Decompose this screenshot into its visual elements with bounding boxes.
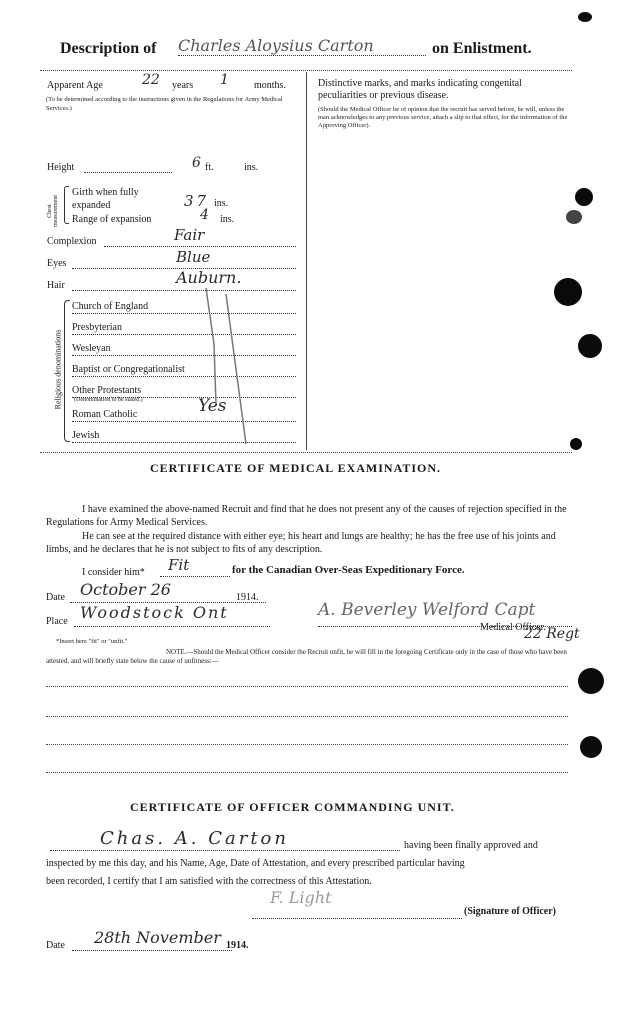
girth-value: 37: [184, 192, 210, 210]
date-label: Date: [46, 592, 65, 603]
unfit-note: NOTE.—Should the Medical Officer consider the Recruit unfit, he will fill in the foregoing Certificate only in the case of those who have been attested, and will briefly state below the cause of unfitness:—: [46, 648, 567, 665]
recruit-name: Charles Aloysius Carton: [178, 36, 426, 56]
age-years: 22: [142, 72, 160, 88]
years-label: years: [172, 80, 194, 91]
medical-para-2: He can see at the required distance with either eye; his heart and lungs are healthy; he has the free use of his joints and limbs, and he declares that he is not subject to fits of any description.: [46, 531, 556, 555]
medical-officer-label: Medical Officer.: [480, 622, 546, 633]
officer-date-value: 28th November: [94, 928, 221, 947]
hair-label: Hair: [47, 280, 65, 291]
girth-label: Girth when fully expanded: [72, 187, 139, 211]
unfit-line-4: [46, 772, 568, 773]
title-prefix: Description of: [60, 40, 157, 57]
rc-value: Yes: [198, 396, 227, 416]
officer-line-3: been recorded, I certify that I am satisfied with the correctness of this Attestation.: [46, 876, 372, 887]
place-line: [74, 626, 270, 627]
eyes-label: Eyes: [47, 258, 67, 269]
date-value: October 26: [80, 580, 171, 599]
religion-item: Church of England: [72, 301, 149, 312]
date-year: 1914.: [236, 592, 259, 603]
medical-title: CERTIFICATE OF MEDICAL EXAMINATION.: [150, 461, 442, 475]
top-rule: [40, 70, 572, 71]
title-suffix: on Enlistment.: [432, 40, 532, 57]
punch-hole-4: [578, 334, 602, 358]
unfit-line-2: [46, 716, 568, 717]
complexion-label: Complexion: [47, 236, 97, 247]
officer-recruit-name: Chas. A. Carton: [100, 828, 289, 849]
insert-note: *Insert here "fit" or "unfit.": [56, 638, 128, 645]
age-label: Apparent Age: [47, 80, 103, 91]
pen-mark: [186, 284, 266, 454]
officer-signature-line: [252, 918, 462, 919]
age-months: 1: [220, 72, 229, 88]
ft-label: ft.: [205, 162, 214, 173]
eyes-value: Blue: [176, 248, 211, 266]
chest-label: Chest measurement: [47, 195, 59, 227]
chest-brace: [64, 186, 69, 224]
punch-hole-2: [575, 188, 593, 206]
marks-label: Distinctive marks, and marks indicating congenital peculiarities or previous disease.: [318, 78, 522, 101]
range-value: 4: [200, 207, 209, 223]
religion-item: Wesleyan: [72, 343, 111, 354]
officer-date-year: 1914.: [226, 940, 249, 951]
officer-title: CERTIFICATE OF OFFICER COMMANDING UNIT.: [130, 800, 455, 814]
officer-name-line: [50, 850, 400, 851]
height-label: Height: [47, 162, 75, 173]
medical-para-1: I have examined the above-named Recruit and find that he does not present any of the causes of rejection specified in the Regulations for Army Medical Services.: [46, 504, 567, 528]
height-line: [84, 172, 172, 173]
ins-label: ins.: [244, 162, 259, 173]
punch-hole-6: [580, 736, 602, 758]
religion-item: Jewish: [72, 430, 100, 441]
age-note: (To be determined according to the instructions given in the Regulations for Army Medical Services.): [46, 96, 283, 112]
document-title: [60, 40, 156, 58]
religion-item: Presbyterian: [72, 322, 122, 333]
religion-side-label: Religious denominations: [53, 329, 63, 410]
range-label: Range of expansion: [72, 214, 152, 225]
consider-label: I consider him*: [82, 567, 145, 578]
religion-item: Other Protestants: [72, 385, 142, 396]
officer-signature: F. Light: [270, 888, 332, 907]
unfit-line-1: [46, 686, 568, 687]
vertical-divider: [306, 72, 307, 450]
girth-ins: ins.: [214, 198, 229, 209]
officer-line-1: having been finally approved and: [404, 840, 538, 851]
hair-value: Auburn.: [176, 268, 242, 287]
marks-note: (Should the Medical Officer be of opinion that the recruit has served before, he will, unless the man acknowledges to any previous service, attach a slip to that effect, for the information of the Approving Officer).: [318, 106, 568, 129]
officer-rank: 22 Regt: [524, 626, 580, 642]
punch-hole-1: [578, 12, 592, 22]
officer-line-2: inspected by me this day, and his Name, Age, Date of Attestation, and every prescribed particular having: [46, 858, 465, 869]
complexion-line: [104, 246, 296, 247]
religion-brace: [64, 300, 70, 442]
punch-hole-7: [570, 438, 582, 450]
fit-line: [160, 576, 230, 577]
divider-rule: [40, 452, 572, 453]
officer-date-line: [72, 950, 232, 951]
fit-value: Fit: [168, 556, 190, 574]
for-force: for the Canadian Over-Seas Expeditionary Force.: [232, 564, 465, 576]
religion-item: Roman Catholic: [72, 409, 138, 420]
punch-hole-3: [554, 278, 582, 306]
range-ins: ins.: [220, 214, 235, 225]
other-note: (Denomination to be stated.): [74, 397, 143, 403]
months-label: months.: [254, 80, 286, 91]
unfit-line-3: [46, 744, 568, 745]
place-value: Woodstock Ont: [80, 603, 229, 622]
punch-hole-5: [578, 668, 604, 694]
officer-date-label: Date: [46, 940, 65, 951]
complexion-value: Fair: [174, 226, 205, 244]
place-label: Place: [46, 616, 68, 627]
medical-officer-signature: A. Beverley Welford Capt: [318, 600, 536, 620]
punch-hole-8: [566, 210, 582, 224]
religion-item: Baptist or Congregationalist: [72, 364, 185, 375]
officer-signature-label: (Signature of Officer): [464, 906, 557, 917]
height-value: 6: [192, 155, 201, 171]
